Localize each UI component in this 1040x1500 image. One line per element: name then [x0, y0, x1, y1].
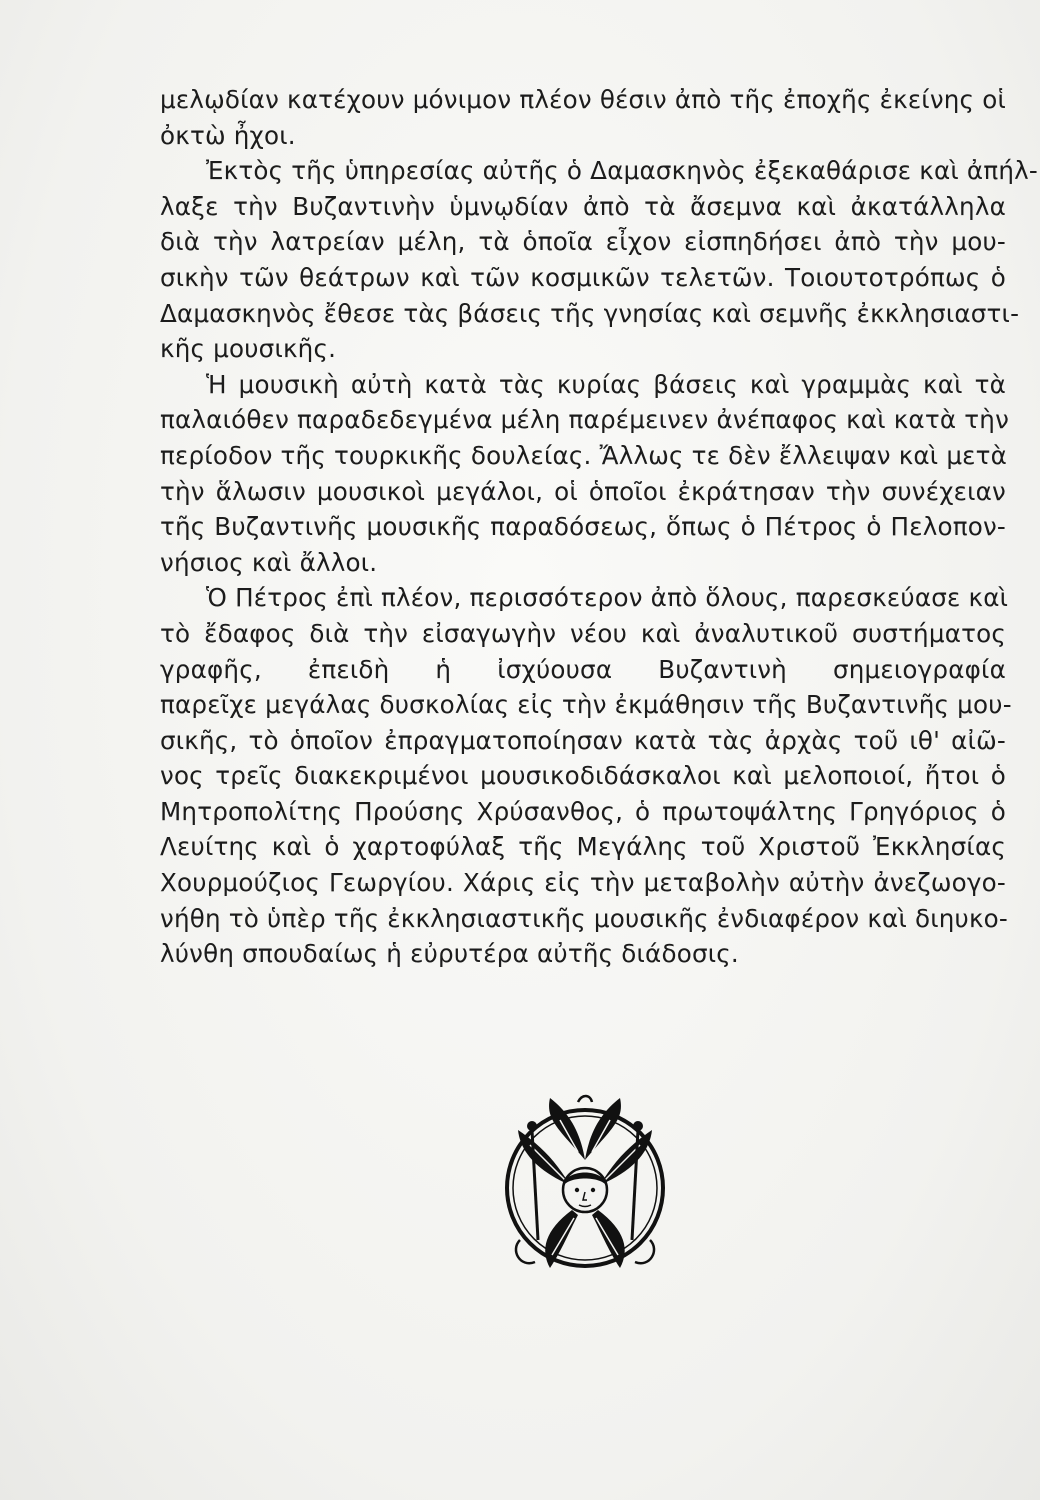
text-line: λαξε τὴν Βυζαντινὴν ὑμνῳδίαν ἀπὸ τὰ ἄσεμνα καὶ ἀκατάλληλα — [160, 191, 1006, 221]
text-line: σικῆς, τὸ ὁποῖον ἐπραγματοποίησαν κατὰ τὰς ἀρχὰς τοῦ ιθ' αἰῶ- — [160, 725, 1006, 755]
text-line: τῆς Βυζαντινῆς μουσικῆς παραδόσεως, ὅπως ὁ Πέτρος ὁ Πελοπον- — [160, 512, 1006, 542]
text-line: σικὴν τῶν θεάτρων καὶ τῶν κοσμικῶν τελετῶν. Τοιουτοτρόπως ὁ — [160, 262, 1006, 292]
text-line: νήσιος καὶ ἄλλοι. — [160, 547, 378, 577]
text-line: τὸ ἔδαφος διὰ τὴν εἰσαγωγὴν νέου καὶ ἀναλυτικοῦ συστήματος — [160, 618, 1006, 648]
text-line: Δαμασκηνὸς ἔθεσε τὰς βάσεις τῆς γνησίας καὶ σεμνῆς ἐκκλησιαστι- — [160, 298, 1020, 328]
text-line: νος τρεῖς διακεκριμένοι μουσικοδιδάσκαλοι καὶ μελοποιοί, ἤτοι ὁ — [160, 761, 1006, 791]
text-line: γραφῆς, ἐπειδὴ ἡ ἰσχύουσα Βυζαντινὴ σημειογραφία — [160, 654, 1006, 684]
text-line: Ἐκτὸς τῆς ὑπηρεσίας αὐτῆς ὁ Δαμασκηνὸς ἐξεκαθάρισε καὶ ἀπήλ- — [206, 156, 1038, 186]
text-line: λύνθη σπουδαίως ἡ εὐρυτέρα αὐτῆς διάδοσις. — [160, 939, 739, 969]
text-line: περίοδον τῆς τουρκικῆς δουλείας. Ἄλλως τε δὲν ἔλλειψαν καὶ μετὰ — [160, 440, 1008, 470]
text-line: ὀκτὼ ἦχοι. — [160, 120, 296, 150]
text-line: Ἡ μουσικὴ αὐτὴ κατὰ τὰς κυρίας βάσεις καὶ γραμμὰς καὶ τὰ — [206, 369, 1006, 399]
text-line: παρεῖχε μεγάλας δυσκολίας εἰς τὴν ἐκμάθησιν τῆς Βυζαντινῆς μου- — [160, 690, 1012, 720]
text-line: διὰ τὴν λατρείαν μέλη, τὰ ὁποῖα εἶχον εἰσπηδήσει ἀπὸ τὴν μου- — [160, 227, 1006, 257]
text-line: Χουρμούζιος Γεωργίου. Χάρις εἰς τὴν μεταβολὴν αὐτὴν ἀνεζωογο- — [160, 868, 1006, 898]
text-line: μελῳδίαν κατέχουν μόνιμον πλέον θέσιν ἀπὸ τῆς ἐποχῆς ἐκείνης οἱ — [160, 85, 1006, 114]
text-line: τὴν ἅλωσιν μουσικοὶ μεγάλοι, οἱ ὁποῖοι ἐκράτησαν τὴν συνέχειαν — [160, 476, 1006, 506]
text-line: Μητροπολίτης Προύσης Χρύσανθος, ὁ πρωτοψάλτης Γρηγόριος ὁ — [160, 796, 1006, 826]
text-line: Ὁ Πέτρος ἐπὶ πλέον, περισσότερον ἀπὸ ὅλους, παρεσκεύασε καὶ — [206, 583, 1009, 613]
text-line: κῆς μουσικῆς. — [160, 334, 337, 364]
text-line: παλαιόθεν παραδεδεγμένα μέλη παρέμεινεν ἀνέπαφος καὶ κατὰ τὴν — [160, 405, 1010, 435]
body-text — [160, 82, 1038, 972]
text-line: Λευίτης καὶ ὁ χαρτοφύλαξ τῆς Μεγάλης τοῦ Χριστοῦ Ἐκκλησίας — [160, 832, 1006, 862]
text-line: νήθη τὸ ὑπὲρ τῆς ἐκκλησιαστικῆς μουσικῆς ἐνδιαφέρον καὶ διηυκο- — [160, 903, 1009, 933]
seraph-ornament-icon — [490, 1090, 680, 1280]
